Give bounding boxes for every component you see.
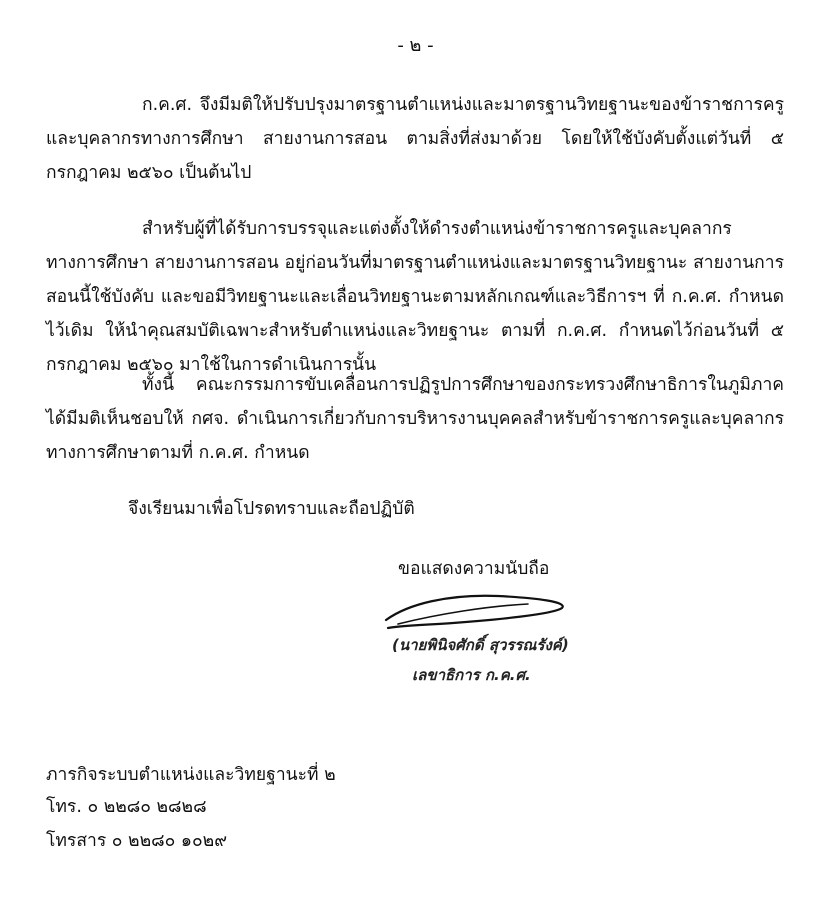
contact-fax: โทรสาร ๐ ๒๒๘๐ ๑๐๒๙ — [46, 831, 228, 851]
paragraph-text: ก.ค.ศ. จึงมีมติให้ปรับปรุงมาตรฐานตำแหน่งและมาตรฐานวิทยฐานะของข้าราชการครูและบุคลากรทางการศึกษา สายงานการสอน ตามสิ่งที่ส่งมาด้วย โดยให้ใช้บังคับตั้งแต่วันที่ ๕ กรกฎาคม ๒๕๖๐ เป็นต้นไป — [46, 95, 784, 183]
signer-title: เลขาธิการ ก.ค.ศ. — [412, 666, 531, 684]
paragraph-committee — [46, 368, 784, 470]
contact-office: ภารกิจระบบตำแหน่งและวิทยฐานะที่ ๒ — [46, 765, 336, 785]
closing-line: จึงเรียนมาเพื่อโปรดทราบและถือปฏิบัติ — [128, 499, 415, 519]
paragraph-transition — [46, 212, 784, 382]
paragraph-text: สำหรับผู้ที่ได้รับการบรรจุและแต่งตั้งให้ดำรงตำแหน่งข้าราชการครูและบุคลากรทางการศึกษา สายงานการสอน อยู่ก่อนวันที่มาตรฐานตำแหน่งและมาตรฐานวิทยฐานะ สายงานการสอนนี้ใช้บังคับ และขอมีวิทยฐานะและเลื่อนวิทยฐานะตามหลักเกณฑ์และวิธีการฯ ที่ ก.ค.ศ. กำหนดไว้เดิม ให้นำคุณสมบัติเฉพาะสำหรับตำแหน่งและวิทยฐานะ ตามที่ ก.ค.ศ. กำหนดไว้ก่อนวันที่ ๕ กรกฎาคม ๒๕๖๐ มาใช้ในการดำเนินการนั้น — [46, 219, 784, 375]
regards-line: ขอแสดงความนับถือ — [398, 559, 550, 579]
contact-phone: โทร. ๐ ๒๒๘๐ ๒๘๒๘ — [46, 797, 207, 817]
page-number: - ๒ - — [397, 35, 434, 56]
paragraph-text: ทั้งนี้ คณะกรรมการขับเคลื่อนการปฏิรูปการศึกษาของกระทรวงศึกษาธิการในภูมิภาค ได้มีมติเห็นชอบให้ กศจ. ดำเนินการเกี่ยวกับการบริหารงานบุคคลสำหรับข้าราชการครูและบุคลากรทางการศึกษาตามที่ ก.ค.ศ. กำหนด — [46, 375, 784, 463]
signer-name: (นายพินิจศักดิ์ สุวรรณรังค์) — [392, 636, 569, 654]
paragraph-resolution — [46, 88, 784, 190]
handwritten-signature — [378, 590, 578, 632]
